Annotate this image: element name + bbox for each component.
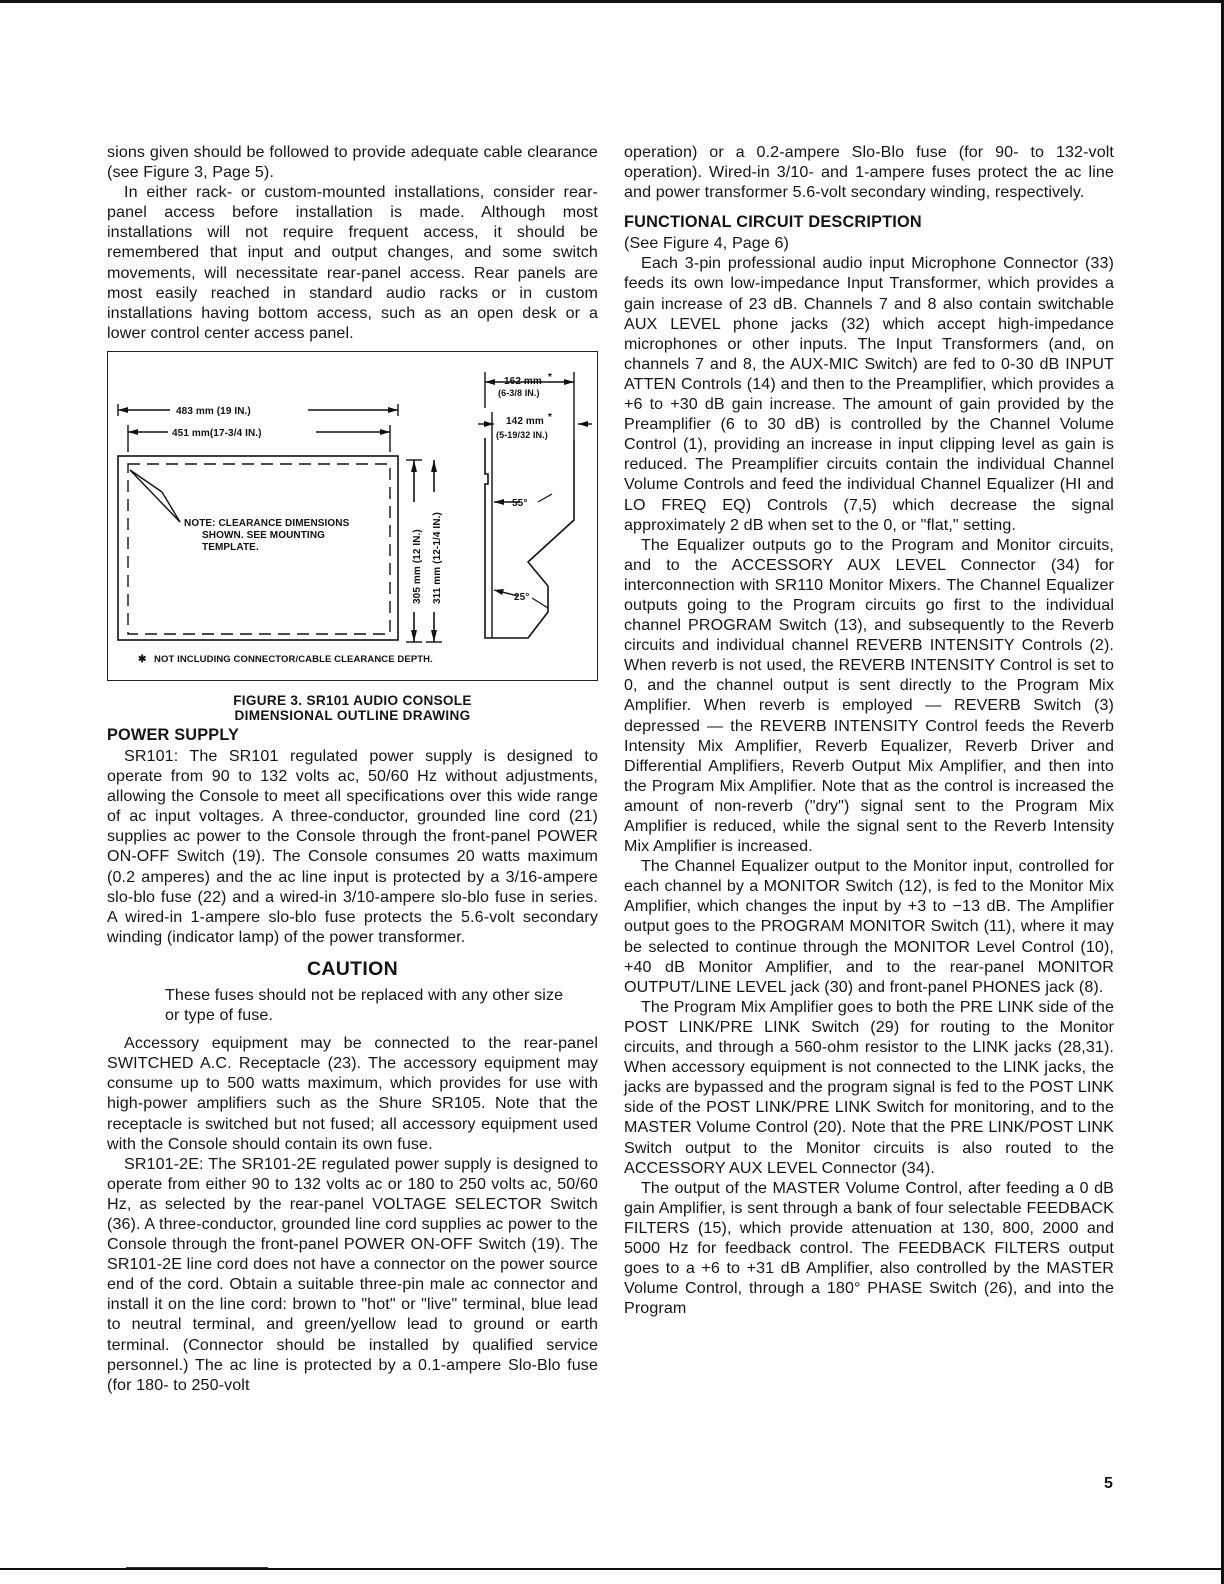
- dim-142-label: 142 mm: [506, 415, 544, 427]
- figure-3-dimensional-drawing: [107, 351, 598, 681]
- paragraph-equalizer-outputs: The Equalizer outputs go to the Program and Monitor circuits, and to the ACCESSORY AUX LEVEL Connector (34) for interconnection with SR110 Monitor Mixers. The Channel Equalizer outputs going to the Program circuits go first to the individual channel PROGRAM Switch (13), and subsequently to the Reverb circuits and individual channel REVERB INTENSITY Controls (2). When reverb is not used, the REVERB INTENSITY Control is set to 0, and the channel output is sent directly to the Program Mix Amplifier. When reverb is employed — REVERB Switch (3) depressed — the REVERB INTENSITY Control feeds the Reverb Intensity Mix Amplifier, Reverb Equalizer, Reverb Driver and Differential Amplifiers, Reverb Output Mix Amplifier, and then into the Program Mix Amplifier. Note that as the control is increased the amount of non-reverb ("dry") signal sent to the Program Mix Amplifier is reduced, while the signal sent to the Reverb Intensity Mix Amplifier is increased.: [624, 535, 1114, 856]
- dim-451-label: 451 mm(17-3/4 IN.): [172, 427, 262, 439]
- dimension-diagram: [108, 352, 599, 682]
- paragraph-master-volume: The output of the MASTER Volume Control, after feeding a 0 dB gain Amplifier, is sent through a bank of four selectable FEEDBACK FILTERS (15), which provide attenuation at 130, 800, 2000 and 5000 Hz for feedback control. The FEEDBACK FILTERS output goes to a +6 to +31 dB Amplifier, also controlled by the MASTER Volume Control, through a 180° PHASE Switch (26), and into the Program: [624, 1178, 1114, 1318]
- caption-line-2: DIMENSIONAL OUTLINE DRAWING: [234, 707, 471, 723]
- dim-162-label: 162 mm: [504, 375, 542, 387]
- angle-55-label: 55°: [512, 497, 528, 509]
- dim-311-label: 311 mm (12-1/4 IN.): [432, 511, 443, 604]
- paragraph-accessory-equipment: Accessory equipment may be connected to the rear-panel SWITCHED A.C. Receptacle (23). The accessory equipment may consume up to 500 watts maximum, which provides for use with high-power amplifiers such as the Shure SR105. Note that the receptacle is switched but not fused; all accessory equipment used with the Console should contain its own fuse.: [107, 1034, 598, 1153]
- right-column: [624, 142, 1114, 1318]
- asterisk-142: *: [548, 411, 552, 423]
- power-supply-heading: POWER SUPPLY: [107, 725, 240, 744]
- note-line-3: TEMPLATE.: [202, 541, 259, 553]
- left-column: [107, 142, 598, 1395]
- caption-line-1: FIGURE 3. SR101 AUDIO CONSOLE: [233, 692, 472, 708]
- page-bottom-border: [0, 1568, 1224, 1570]
- caution-text: These fuses should not be replaced with any other size or type of fuse.: [165, 985, 564, 1025]
- paragraph-sr101-power: SR101: The SR101 regulated power supply is designed to operate from 90 to 132 volts ac, 50/60 Hz without adjustments, allowing the Console to meet all specifications over this wide range of ac input voltages. A three-conductor, grounded line cord (21) supplies ac power to the Console through the front-panel POWER ON-OFF Switch (19). The Console consumes 20 watts maximum (0.2 amperes) and the ac line input is protected by a 3/16-ampere slo-blo fuse (22) and a wired-in 3/10-ampere slo-blo fuse in series. A wired-in 1-ampere slo-blo fuse protects the 5.6-volt secondary winding (indicator lamp) of the power transformer.: [107, 746, 598, 946]
- dim-305-label: 305 mm (12 IN.): [412, 529, 423, 604]
- note-line-2: SHOWN. SEE MOUNTING: [202, 529, 326, 541]
- caution-heading: CAUTION: [307, 957, 398, 980]
- page-number: 5: [1104, 1475, 1113, 1492]
- paragraph-sr101-2e-power: SR101-2E: The SR101-2E regulated power supply is designed to operate from either 90 to 132 volts ac or 180 to 250 volts ac, 50/60 Hz, as selected by the rear-panel VOLTAGE SELECTOR Switch (36). A three-conductor, grounded line cord supplies ac power to the Console through the front-panel POWER ON-OFF Switch (19). The SR101-2E line cord does not have a connector on the power source end of the cord. Obtain a suitable three-pin male ac connector and install it on the line cord: brown to "hot" or "live" terminal, blue lead to neutral terminal, and green/yellow lead to ground or earth terminal. (Connector should be installed by qualified service personnel.) The ac line is protected by a 0.1-ampere Slo-Blo fuse (for 180- to 250-volt: [107, 1154, 598, 1394]
- see-figure-4-note: (See Figure 4, Page 6): [624, 234, 790, 253]
- figure-caption: [107, 693, 598, 723]
- paragraph-fuse-continuation: operation) or a 0.2-ampere Slo-Blo fuse (for 90- to 132-volt operation). Wired-in 3/10- and 1-ampere fuses protect the ac line and power transformer 5.6-volt secondary winding, respectively.: [624, 143, 1114, 202]
- figure-footnote: NOT INCLUDING CONNECTOR/CABLE CLEARANCE DEPTH.: [154, 653, 433, 665]
- angle-25-label: 25°: [514, 591, 530, 603]
- paragraph-rear-panel-access: In either rack- or custom-mounted installations, consider rear-panel access before installation is made. Although most installations will not require frequent access, it should be remembered that input and output changes, and some switch movements, will necessitate rear-panel access. Rear panels are most easily reached in standard audio racks or in custom installations having bottom access, such as an open desk or a lower control center access panel.: [107, 183, 598, 342]
- dim-162-inch-label: (6-3/8 IN.): [498, 387, 540, 398]
- paragraph-input-circuits: Each 3-pin professional audio input Microphone Connector (33) feeds its own low-impedance Input Transformer, which provides a gain increase of 23 dB. Channels 7 and 8 also contain switchable AUX LEVEL phone jacks (32) which accept high-impedance microphones or other inputs. The Input Transformers (and, on channels 7 and 8, the AUX-MIC Switch) are fed to 0-30 dB INPUT ATTEN Controls (14) and then to the Preamplifier, which provides a +6 to +30 dB gain increase. The amount of gain provided by the Preamplifier (6 to 30 dB) is controlled by the Channel Volume Control (1), providing an increase in input clipping level as gain is reduced. The Preamplifier circuits contain the individual Channel Volume Controls and feed the individual Channel Equalizer (HI and LO FREQ EQ) Controls (7,5) which decrease the signal approximately 2 dB when set to the 0, or "flat," setting.: [624, 254, 1114, 534]
- paragraph-monitor-input: The Channel Equalizer output to the Monitor input, controlled for each channel by a MONITOR Switch (12), is fed to the Monitor Mix Amplifier, which changes the input by +3 to −13 dB. The Amplifier output goes to the PROGRAM MONITOR Switch (11), where it may be selected to continue through the MONITOR Level Control (10), +40 dB Monitor Amplifier, and to the rear-panel MONITOR OUTPUT/LINE LEVEL jack (30) and front-panel PHONES jack (8).: [624, 857, 1114, 996]
- paragraph-program-mix: The Program Mix Amplifier goes to both the PRE LINK side of the POST LINK/PRE LINK Switch (29) for routing to the Monitor circuits, and through a 560-ohm resistor to the LINK jacks (28,31). When accessory equipment is not connected to the LINK jacks, the jacks are bypassed and the program signal is fed to the POST LINK side of the POST LINK/PRE LINK Switch for monitoring, and to the MASTER Volume Control (20). Note that the PRE LINK/POST LINK Switch output to the Monitor circuits is also routed to the ACCESSORY AUX LEVEL Connector (34).: [624, 997, 1114, 1177]
- asterisk-162: *: [548, 371, 552, 383]
- page-top-border: [0, 0, 1224, 3]
- paragraph-clearance: sions given should be followed to provide adequate cable clearance (see Figure 3, Page 5).: [107, 143, 598, 182]
- footnote-asterisk: ✱: [138, 653, 147, 665]
- dim-483-label: 483 mm (19 IN.): [176, 405, 251, 417]
- footnote-rule: [126, 1567, 268, 1568]
- note-line-1: NOTE: CLEARANCE DIMENSIONS: [184, 517, 350, 529]
- dim-142-inch-label: (5-19/32 IN.): [496, 429, 548, 440]
- functional-circuit-heading: FUNCTIONAL CIRCUIT DESCRIPTION: [624, 213, 922, 232]
